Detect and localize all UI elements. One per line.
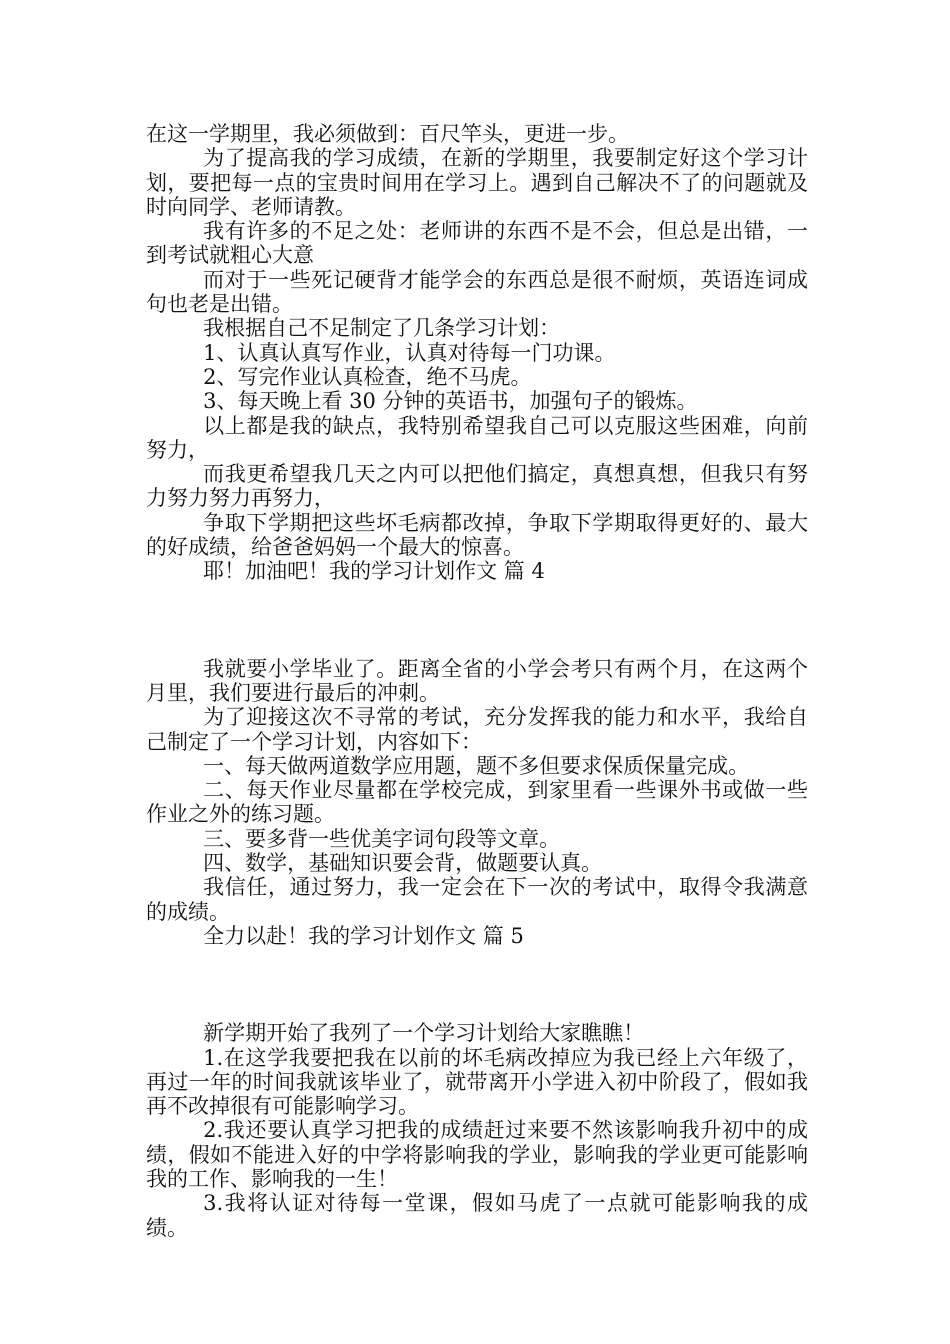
section-intro	[146, 122, 808, 559]
spacer	[146, 584, 808, 657]
paragraph: 我就要小学毕业了。距离全省的小学会考只有两个月，在这两个月里，我们要进行最后的冲刺。	[146, 656, 808, 705]
list-item: 三、要多背一些优美字词句段等文章。	[203, 826, 561, 851]
list-item: 3.我将认证对待每一堂课，假如马虎了一点就可能影响我的成绩。	[146, 1191, 808, 1240]
document-page	[146, 122, 808, 1240]
section-4	[146, 657, 808, 924]
paragraph: 我根据自己不足制定了几条学习计划：	[203, 316, 561, 341]
paragraph: 而我更希望我几天之内可以把他们搞定，真想真想，但我只有努力努力努力再努力，	[146, 462, 808, 511]
section-heading-4: 耶！加油吧！我的学习计划作文 篇 4	[203, 559, 545, 584]
list-item: 3、每天晚上看 30 分钟的英语书，加强句子的锻炼。	[203, 389, 698, 414]
paragraph: 争取下学期把这些坏毛病都改掉，争取下学期取得更好的、最大的好成绩，给爸爸妈妈一个最大的惊喜。	[146, 510, 808, 560]
list-item: 1、认真认真写作业，认真对待每一门功课。	[203, 340, 616, 365]
list-item: 二、每天作业尽量都在学校完成，到家里看一些课外书或做一些作业之外的练习题。	[146, 778, 808, 827]
paragraph: 我有许多的不足之处：老师讲的东西不是不会，但总是出错，一到考试就粗心大意	[146, 219, 808, 268]
paragraph: 我信任，通过努力，我一定会在下一次的考试中，取得令我满意的成绩。	[146, 875, 808, 924]
paragraph: 为了迎接这次不寻常的考试，充分发挥我的能力和水平，我给自己制定了一个学习计划，内容如下：	[146, 705, 808, 754]
paragraph: 而对于一些死记硬背才能学会的东西总是很不耐烦，英语连词成句也老是出错。	[146, 267, 808, 317]
list-item: 2.我还要认真学习把我的成绩赶过来要不然该影响我升初中的成绩，假如不能进入好的中学将影响我的学业，影响我的学业更可能影响我的工作、影响我的一生！	[146, 1118, 808, 1191]
list-item: 四、数学，基础知识要会背，做题要认真。	[203, 851, 603, 876]
list-item: 2、写完作业认真检查，绝不马虎。	[203, 364, 532, 389]
spacer	[146, 948, 808, 1021]
paragraph: 以上都是我的缺点，我特别希望我自己可以克服这些困难，向前努力，	[146, 413, 808, 462]
section-heading-5: 全力以赴！我的学习计划作文 篇 5	[203, 923, 524, 948]
section-5	[146, 1021, 808, 1240]
paragraph: 新学期开始了我列了一个学习计划给大家瞧瞧！	[203, 1021, 645, 1046]
list-item: 1.在这学我要把我在以前的坏毛病改掉应为我已经上六年级了，再过一年的时间我就该毕业了，就带离开小学进入初中阶段了，假如我再不改掉很有可能影响学习。	[146, 1045, 808, 1119]
paragraph: 在这一学期里，我必须做到：百尺竿头，更进一步。	[146, 122, 629, 146]
list-item: 一、每天做两道数学应用题，题不多但要求保质保量完成。	[203, 753, 750, 778]
paragraph: 为了提高我的学习成绩，在新的学期里，我要制定好这个学习计划，要把每一点的宝贵时间用在学习上。遇到自己解决不了的问题就及时向同学、老师请教。	[146, 146, 808, 219]
